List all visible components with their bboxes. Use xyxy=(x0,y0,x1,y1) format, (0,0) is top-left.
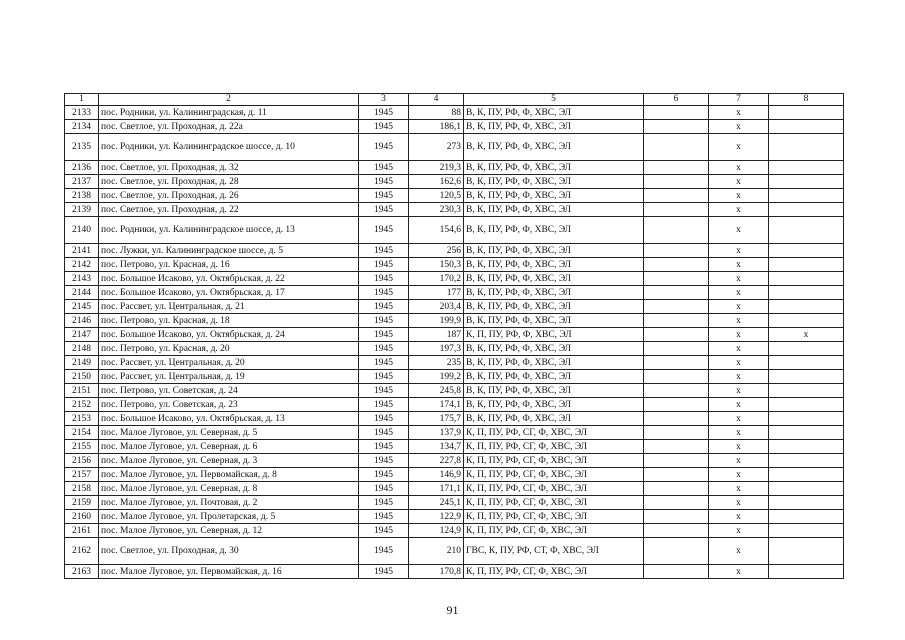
col8-mark xyxy=(769,106,844,120)
year-cell: 1945 xyxy=(359,217,409,244)
row-number: 2137 xyxy=(65,175,99,189)
address-cell: пос. Рассвет, ул. Центральная, д. 21 xyxy=(99,300,359,314)
area-cell: 171,1 xyxy=(409,482,464,496)
col7-mark: x xyxy=(709,524,769,538)
col8-mark xyxy=(769,314,844,328)
services-cell: В, К, ПУ, РФ, Ф, ХВС, ЭЛ xyxy=(464,203,644,217)
area-cell: 174,1 xyxy=(409,398,464,412)
row-number: 2154 xyxy=(65,426,99,440)
row-number: 2143 xyxy=(65,272,99,286)
address-cell: пос. Малое Луговое, ул. Первомайская, д. 16 xyxy=(99,565,359,579)
col8-mark xyxy=(769,440,844,454)
col6-cell xyxy=(644,106,709,120)
area-cell: 124,9 xyxy=(409,524,464,538)
services-cell: В, К, ПУ, РФ, Ф, ХВС, ЭЛ xyxy=(464,314,644,328)
table-row xyxy=(65,496,844,510)
table-row xyxy=(65,217,844,244)
col6-cell xyxy=(644,454,709,468)
services-cell: В, К, ПУ, РФ, Ф, ХВС, ЭЛ xyxy=(464,258,644,272)
header-cell: 4 xyxy=(409,94,464,106)
row-number: 2149 xyxy=(65,356,99,370)
col7-mark: x xyxy=(709,412,769,426)
services-cell: В, К, ПУ, РФ, Ф, ХВС, ЭЛ xyxy=(464,398,644,412)
year-cell: 1945 xyxy=(359,258,409,272)
col6-cell xyxy=(644,524,709,538)
table-row xyxy=(65,384,844,398)
col6-cell xyxy=(644,565,709,579)
col6-cell xyxy=(644,482,709,496)
address-cell: пос. Светлое, ул. Проходная, д. 22 xyxy=(99,203,359,217)
services-cell: В, К, ПУ, РФ, Ф, ХВС, ЭЛ xyxy=(464,134,644,161)
address-cell: пос. Малое Луговое, ул. Северная, д. 6 xyxy=(99,440,359,454)
services-cell: В, К, ПУ, РФ, Ф, ХВС, ЭЛ xyxy=(464,217,644,244)
table-row xyxy=(65,258,844,272)
col6-cell xyxy=(644,398,709,412)
col7-mark: x xyxy=(709,314,769,328)
area-cell: 273 xyxy=(409,134,464,161)
year-cell: 1945 xyxy=(359,426,409,440)
col8-mark xyxy=(769,342,844,356)
table-row xyxy=(65,120,844,134)
year-cell: 1945 xyxy=(359,272,409,286)
area-cell: 203,4 xyxy=(409,300,464,314)
table-row xyxy=(65,370,844,384)
row-number: 2140 xyxy=(65,217,99,244)
year-cell: 1945 xyxy=(359,328,409,342)
year-cell: 1945 xyxy=(359,454,409,468)
address-cell: пос. Малое Луговое, ул. Северная, д. 12 xyxy=(99,524,359,538)
area-cell: 186,1 xyxy=(409,120,464,134)
header-cell: 2 xyxy=(99,94,359,106)
row-number: 2136 xyxy=(65,161,99,175)
col8-mark xyxy=(769,217,844,244)
row-number: 2150 xyxy=(65,370,99,384)
col8-mark xyxy=(769,189,844,203)
year-cell: 1945 xyxy=(359,175,409,189)
row-number: 2135 xyxy=(65,134,99,161)
address-cell: пос. Светлое, ул. Проходная, д. 30 xyxy=(99,538,359,565)
area-cell: 210 xyxy=(409,538,464,565)
col6-cell xyxy=(644,258,709,272)
services-cell: В, К, ПУ, РФ, Ф, ХВС, ЭЛ xyxy=(464,106,644,120)
col7-mark: x xyxy=(709,328,769,342)
col8-mark xyxy=(769,482,844,496)
col8-mark xyxy=(769,356,844,370)
services-cell: ГВС, К, ПУ, РФ, СТ, Ф, ХВС, ЭЛ xyxy=(464,538,644,565)
services-cell: В, К, ПУ, РФ, Ф, ХВС, ЭЛ xyxy=(464,175,644,189)
services-cell: В, К, ПУ, РФ, Ф, ХВС, ЭЛ xyxy=(464,189,644,203)
address-cell: пос. Родники, ул. Калининградская, д. 11 xyxy=(99,106,359,120)
col6-cell xyxy=(644,440,709,454)
col6-cell xyxy=(644,496,709,510)
area-cell: 227,8 xyxy=(409,454,464,468)
col7-mark: x xyxy=(709,244,769,258)
services-cell: К, П, ПУ, РФ, СГ, Ф, ХВС, ЭЛ xyxy=(464,565,644,579)
address-cell: пос. Рассвет, ул. Центральная, д. 19 xyxy=(99,370,359,384)
table-row xyxy=(65,412,844,426)
row-number: 2146 xyxy=(65,314,99,328)
year-cell: 1945 xyxy=(359,440,409,454)
table-row xyxy=(65,314,844,328)
row-number: 2153 xyxy=(65,412,99,426)
year-cell: 1945 xyxy=(359,286,409,300)
row-number: 2133 xyxy=(65,106,99,120)
col6-cell xyxy=(644,175,709,189)
address-cell: пос. Родники, ул. Калининградское шоссе, д. 13 xyxy=(99,217,359,244)
year-cell: 1945 xyxy=(359,565,409,579)
header-cell: 7 xyxy=(709,94,769,106)
area-cell: 154,6 xyxy=(409,217,464,244)
col8-mark xyxy=(769,426,844,440)
services-cell: К, П, ПУ, РФ, СГ, Ф, ХВС, ЭЛ xyxy=(464,468,644,482)
table-row xyxy=(65,426,844,440)
col8-mark xyxy=(769,384,844,398)
page-number: 91 xyxy=(446,603,459,617)
year-cell: 1945 xyxy=(359,342,409,356)
col6-cell xyxy=(644,314,709,328)
area-cell: 122,9 xyxy=(409,510,464,524)
services-cell: К, П, ПУ, РФ, СГ, Ф, ХВС, ЭЛ xyxy=(464,482,644,496)
row-number: 2142 xyxy=(65,258,99,272)
services-cell: К, П, ПУ, РФ, СГ, Ф, ХВС, ЭЛ xyxy=(464,454,644,468)
services-cell: В, К, ПУ, РФ, Ф, ХВС, ЭЛ xyxy=(464,244,644,258)
col8-mark xyxy=(769,510,844,524)
address-cell: пос. Родники, ул. Калининградское шоссе, д. 10 xyxy=(99,134,359,161)
col7-mark: x xyxy=(709,454,769,468)
col6-cell xyxy=(644,300,709,314)
row-number: 2156 xyxy=(65,454,99,468)
area-cell: 219,3 xyxy=(409,161,464,175)
col7-mark: x xyxy=(709,300,769,314)
row-number: 2144 xyxy=(65,286,99,300)
col6-cell xyxy=(644,286,709,300)
col7-mark: x xyxy=(709,468,769,482)
area-cell: 162,6 xyxy=(409,175,464,189)
col6-cell xyxy=(644,161,709,175)
area-cell: 230,3 xyxy=(409,203,464,217)
col7-mark: x xyxy=(709,134,769,161)
col7-mark: x xyxy=(709,342,769,356)
table-row xyxy=(65,524,844,538)
header-cell: 3 xyxy=(359,94,409,106)
col6-cell xyxy=(644,244,709,258)
col8-mark xyxy=(769,161,844,175)
col6-cell xyxy=(644,510,709,524)
table-row xyxy=(65,398,844,412)
table-row xyxy=(65,300,844,314)
table-row xyxy=(65,175,844,189)
col7-mark: x xyxy=(709,356,769,370)
col6-cell xyxy=(644,426,709,440)
address-cell: пос. Лужки, ул. Калининградское шоссе, д. 5 xyxy=(99,244,359,258)
address-cell: пос. Малое Луговое, ул. Северная, д. 3 xyxy=(99,454,359,468)
area-cell: 256 xyxy=(409,244,464,258)
col8-mark xyxy=(769,538,844,565)
table-row xyxy=(65,538,844,565)
table-row xyxy=(65,286,844,300)
table-row xyxy=(65,106,844,120)
area-cell: 197,3 xyxy=(409,342,464,356)
col7-mark: x xyxy=(709,565,769,579)
address-cell: пос. Большое Исаково, ул. Октябрьская, д. 24 xyxy=(99,328,359,342)
area-cell: 245,1 xyxy=(409,496,464,510)
row-number: 2148 xyxy=(65,342,99,356)
header-cell: 8 xyxy=(769,94,844,106)
year-cell: 1945 xyxy=(359,398,409,412)
col8-mark xyxy=(769,454,844,468)
row-number: 2162 xyxy=(65,538,99,565)
services-cell: К, П, ПУ, РФ, СГ, Ф, ХВС, ЭЛ xyxy=(464,440,644,454)
year-cell: 1945 xyxy=(359,300,409,314)
col8-mark xyxy=(769,175,844,189)
col8-mark: x xyxy=(769,328,844,342)
row-number: 2161 xyxy=(65,524,99,538)
address-cell: пос. Светлое, ул. Проходная, д. 22а xyxy=(99,120,359,134)
year-cell: 1945 xyxy=(359,384,409,398)
row-number: 2141 xyxy=(65,244,99,258)
col7-mark: x xyxy=(709,496,769,510)
area-cell: 245,8 xyxy=(409,384,464,398)
area-cell: 187 xyxy=(409,328,464,342)
table-row xyxy=(65,468,844,482)
row-number: 2160 xyxy=(65,510,99,524)
row-number: 2139 xyxy=(65,203,99,217)
row-number: 2157 xyxy=(65,468,99,482)
services-cell: В, К, ПУ, РФ, Ф, ХВС, ЭЛ xyxy=(464,384,644,398)
area-cell: 199,9 xyxy=(409,314,464,328)
header-row xyxy=(65,94,844,106)
year-cell: 1945 xyxy=(359,524,409,538)
col7-mark: x xyxy=(709,203,769,217)
col6-cell xyxy=(644,134,709,161)
year-cell: 1945 xyxy=(359,356,409,370)
col7-mark: x xyxy=(709,286,769,300)
header-cell: 1 xyxy=(65,94,99,106)
col6-cell xyxy=(644,272,709,286)
services-cell: К, П, ПУ, РФ, СГ, Ф, ХВС, ЭЛ xyxy=(464,510,644,524)
col7-mark: x xyxy=(709,189,769,203)
col8-mark xyxy=(769,272,844,286)
row-number: 2158 xyxy=(65,482,99,496)
area-cell: 175,7 xyxy=(409,412,464,426)
table-row xyxy=(65,440,844,454)
year-cell: 1945 xyxy=(359,370,409,384)
address-cell: пос. Светлое, ул. Проходная, д. 26 xyxy=(99,189,359,203)
services-cell: В, К, ПУ, РФ, Ф, ХВС, ЭЛ xyxy=(464,412,644,426)
year-cell: 1945 xyxy=(359,496,409,510)
col7-mark: x xyxy=(709,258,769,272)
col7-mark: x xyxy=(709,398,769,412)
table-row xyxy=(65,565,844,579)
year-cell: 1945 xyxy=(359,244,409,258)
col7-mark: x xyxy=(709,538,769,565)
col7-mark: x xyxy=(709,120,769,134)
row-number: 2147 xyxy=(65,328,99,342)
services-cell: В, К, ПУ, РФ, Ф, ХВС, ЭЛ xyxy=(464,370,644,384)
area-cell: 88 xyxy=(409,106,464,120)
col8-mark xyxy=(769,286,844,300)
col8-mark xyxy=(769,203,844,217)
col8-mark xyxy=(769,398,844,412)
col8-mark xyxy=(769,496,844,510)
table-row xyxy=(65,342,844,356)
table-row xyxy=(65,244,844,258)
col7-mark: x xyxy=(709,426,769,440)
area-cell: 146,9 xyxy=(409,468,464,482)
year-cell: 1945 xyxy=(359,538,409,565)
col7-mark: x xyxy=(709,272,769,286)
address-cell: пос. Петрово, ул. Советская, д. 24 xyxy=(99,384,359,398)
row-number: 2159 xyxy=(65,496,99,510)
table-row xyxy=(65,161,844,175)
col8-mark xyxy=(769,468,844,482)
year-cell: 1945 xyxy=(359,120,409,134)
col8-mark xyxy=(769,120,844,134)
row-number: 2138 xyxy=(65,189,99,203)
services-cell: В, К, ПУ, РФ, Ф, ХВС, ЭЛ xyxy=(464,342,644,356)
services-cell: В, К, ПУ, РФ, Ф, ХВС, ЭЛ xyxy=(464,286,644,300)
col8-mark xyxy=(769,412,844,426)
year-cell: 1945 xyxy=(359,161,409,175)
col6-cell xyxy=(644,203,709,217)
area-cell: 170,8 xyxy=(409,565,464,579)
col7-mark: x xyxy=(709,161,769,175)
row-number: 2145 xyxy=(65,300,99,314)
services-cell: В, К, ПУ, РФ, Ф, ХВС, ЭЛ xyxy=(464,161,644,175)
services-cell: К, П, ПУ, РФ, Ф, ХВС, ЭЛ xyxy=(464,328,644,342)
services-cell: В, К, ПУ, РФ, Ф, ХВС, ЭЛ xyxy=(464,272,644,286)
col8-mark xyxy=(769,370,844,384)
registry-table xyxy=(64,93,844,579)
col6-cell xyxy=(644,538,709,565)
row-number: 2155 xyxy=(65,440,99,454)
row-number: 2134 xyxy=(65,120,99,134)
table-row xyxy=(65,454,844,468)
col7-mark: x xyxy=(709,106,769,120)
area-cell: 120,5 xyxy=(409,189,464,203)
row-number: 2151 xyxy=(65,384,99,398)
address-cell: пос. Большое Исаково, ул. Октябрьская, д. 17 xyxy=(99,286,359,300)
col6-cell xyxy=(644,217,709,244)
year-cell: 1945 xyxy=(359,106,409,120)
table-row xyxy=(65,189,844,203)
services-cell: К, П, ПУ, РФ, СГ, Ф, ХВС, ЭЛ xyxy=(464,496,644,510)
area-cell: 235 xyxy=(409,356,464,370)
table-row xyxy=(65,272,844,286)
services-cell: В, К, ПУ, РФ, Ф, ХВС, ЭЛ xyxy=(464,300,644,314)
address-cell: пос. Петрово, ул. Советская, д. 23 xyxy=(99,398,359,412)
table-row xyxy=(65,356,844,370)
year-cell: 1945 xyxy=(359,468,409,482)
address-cell: пос. Светлое, ул. Проходная, д. 32 xyxy=(99,161,359,175)
col6-cell xyxy=(644,342,709,356)
address-cell: пос. Большое Исаково, ул. Октябрьская, д. 13 xyxy=(99,412,359,426)
address-cell: пос. Малое Луговое, ул. Северная, д. 8 xyxy=(99,482,359,496)
col6-cell xyxy=(644,468,709,482)
services-cell: В, К, ПУ, РФ, Ф, ХВС, ЭЛ xyxy=(464,356,644,370)
area-cell: 137,9 xyxy=(409,426,464,440)
header-cell: 6 xyxy=(644,94,709,106)
area-cell: 134,7 xyxy=(409,440,464,454)
col8-mark xyxy=(769,565,844,579)
year-cell: 1945 xyxy=(359,134,409,161)
col6-cell xyxy=(644,356,709,370)
col7-mark: x xyxy=(709,384,769,398)
year-cell: 1945 xyxy=(359,203,409,217)
services-cell: К, П, ПУ, РФ, СГ, Ф, ХВС, ЭЛ xyxy=(464,524,644,538)
year-cell: 1945 xyxy=(359,314,409,328)
table-row xyxy=(65,510,844,524)
col7-mark: x xyxy=(709,217,769,244)
col8-mark xyxy=(769,134,844,161)
col6-cell xyxy=(644,120,709,134)
col7-mark: x xyxy=(709,510,769,524)
address-cell: пос. Малое Луговое, ул. Первомайская, д. 8 xyxy=(99,468,359,482)
area-cell: 199,2 xyxy=(409,370,464,384)
year-cell: 1945 xyxy=(359,510,409,524)
table-body xyxy=(65,94,844,579)
address-cell: пос. Малое Луговое, ул. Почтовая, д. 2 xyxy=(99,496,359,510)
header-cell: 5 xyxy=(464,94,644,106)
year-cell: 1945 xyxy=(359,189,409,203)
col8-mark xyxy=(769,258,844,272)
row-number: 2152 xyxy=(65,398,99,412)
services-cell: К, П, ПУ, РФ, СГ, Ф, ХВС, ЭЛ xyxy=(464,426,644,440)
col8-mark xyxy=(769,300,844,314)
address-cell: пос. Петрово, ул. Красная, д. 18 xyxy=(99,314,359,328)
area-cell: 150,3 xyxy=(409,258,464,272)
row-number: 2163 xyxy=(65,565,99,579)
address-cell: пос. Петрово, ул. Красная, д. 16 xyxy=(99,258,359,272)
col8-mark xyxy=(769,244,844,258)
col6-cell xyxy=(644,328,709,342)
area-cell: 177 xyxy=(409,286,464,300)
address-cell: пос. Большое Исаково, ул. Октябрьская, д. 22 xyxy=(99,272,359,286)
year-cell: 1945 xyxy=(359,412,409,426)
year-cell: 1945 xyxy=(359,482,409,496)
services-cell: В, К, ПУ, РФ, Ф, ХВС, ЭЛ xyxy=(464,120,644,134)
address-cell: пос. Рассвет, ул. Центральная, д. 20 xyxy=(99,356,359,370)
col6-cell xyxy=(644,384,709,398)
col7-mark: x xyxy=(709,370,769,384)
area-cell: 170,2 xyxy=(409,272,464,286)
address-cell: пос. Светлое, ул. Проходная, д. 28 xyxy=(99,175,359,189)
col6-cell xyxy=(644,189,709,203)
address-cell: пос. Петрово, ул. Красная, д. 20 xyxy=(99,342,359,356)
address-cell: пос. Малое Луговое, ул. Северная, д. 5 xyxy=(99,426,359,440)
col8-mark xyxy=(769,524,844,538)
table-row xyxy=(65,482,844,496)
table-row xyxy=(65,203,844,217)
table-row xyxy=(65,134,844,161)
col7-mark: x xyxy=(709,175,769,189)
col6-cell xyxy=(644,412,709,426)
col6-cell xyxy=(644,370,709,384)
table-row xyxy=(65,328,844,342)
col7-mark: x xyxy=(709,440,769,454)
address-cell: пос. Малое Луговое, ул. Пролетарская, д. 5 xyxy=(99,510,359,524)
col7-mark: x xyxy=(709,482,769,496)
